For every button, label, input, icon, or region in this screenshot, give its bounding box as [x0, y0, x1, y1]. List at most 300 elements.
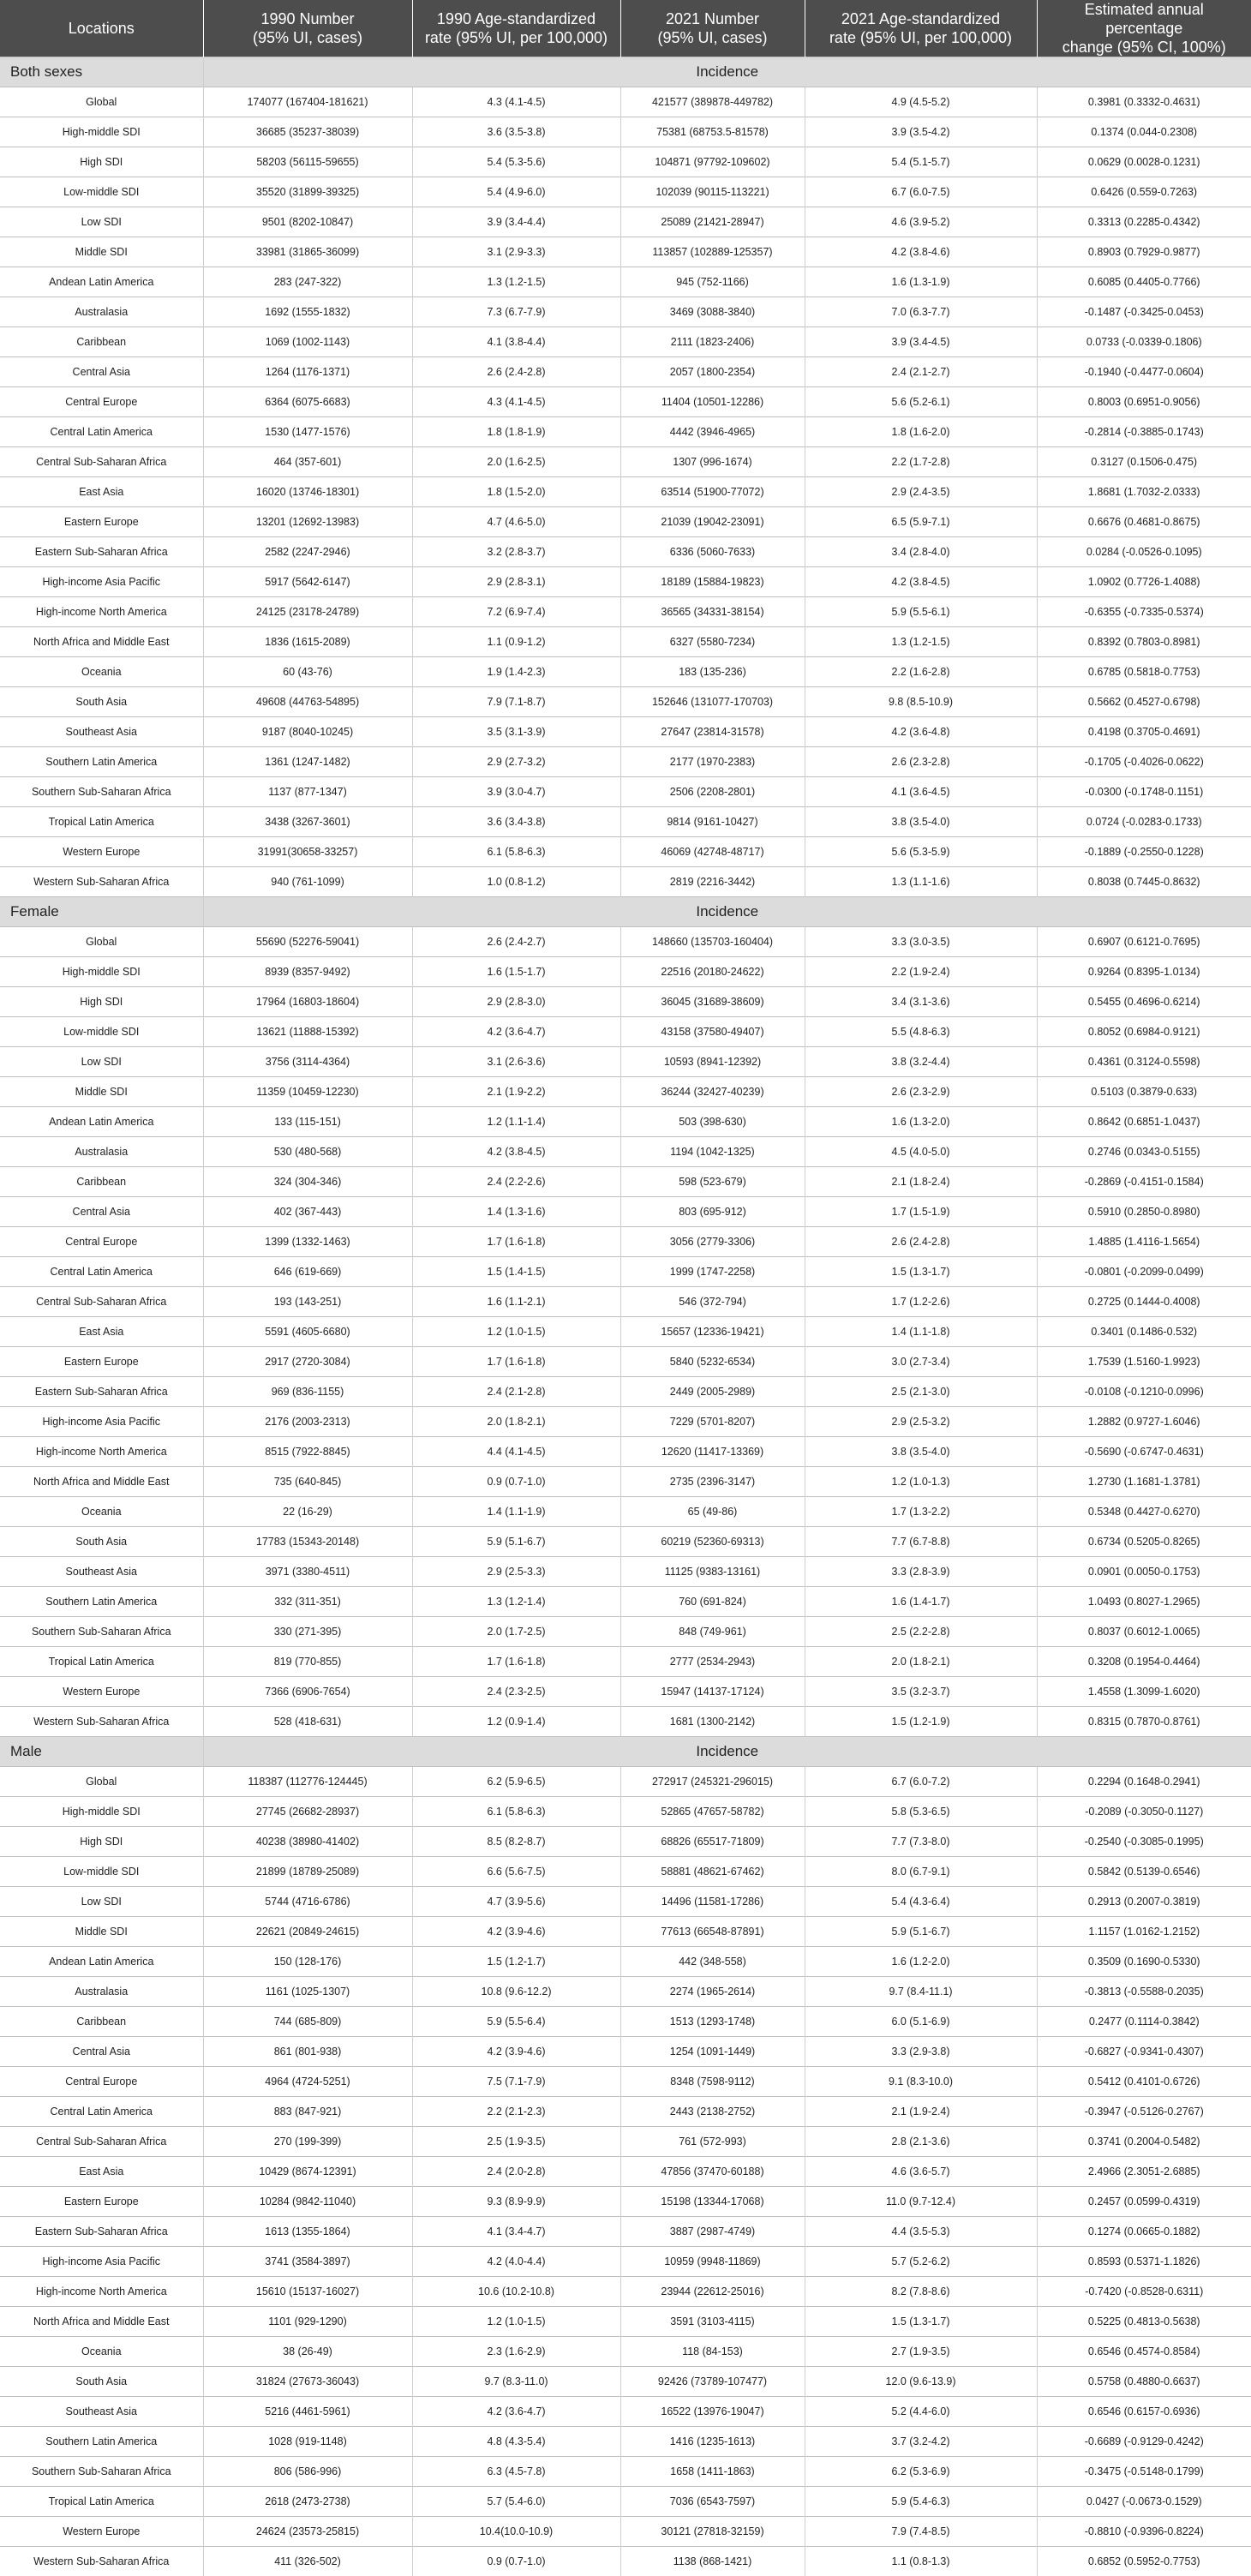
cell-1990-number: 2582 (2247-2946) [203, 537, 412, 567]
cell-1990-number: 174077 (167404-181621) [203, 87, 412, 117]
cell-location: East Asia [0, 2157, 203, 2187]
table-row [0, 1227, 1251, 1257]
cell-2021-asr: 1.7 (1.2-2.6) [805, 1287, 1037, 1317]
cell-1990-asr: 4.1 (3.4-4.7) [412, 2217, 620, 2247]
cell-1990-number: 55690 (52276-59041) [203, 927, 412, 957]
cell-1990-asr: 4.3 (4.1-4.5) [412, 87, 620, 117]
table-row [0, 2427, 1251, 2457]
group-label: Male [0, 1737, 203, 1767]
cell-2021-number: 47856 (37470-60188) [620, 2157, 805, 2187]
cell-eapc: 0.0427 (-0.0673-0.1529) [1037, 2487, 1251, 2517]
cell-2021-number: 46069 (42748-48717) [620, 837, 805, 867]
group-row [0, 897, 1251, 927]
cell-location: Global [0, 927, 203, 957]
cell-1990-number: 324 (304-346) [203, 1167, 412, 1197]
cell-2021-asr: 1.8 (1.6-2.0) [805, 417, 1037, 447]
cell-1990-number: 1530 (1477-1576) [203, 417, 412, 447]
header-2021-number: 2021 Number (95% UI, cases) [620, 0, 805, 57]
cell-2021-number: 14496 (11581-17286) [620, 1887, 805, 1917]
table-row [0, 327, 1251, 357]
cell-eapc: 0.6785 (0.5818-0.7753) [1037, 657, 1251, 687]
cell-location: Australasia [0, 1137, 203, 1167]
cell-location: Middle SDI [0, 237, 203, 267]
cell-2021-asr: 3.3 (2.8-3.9) [805, 1557, 1037, 1587]
cell-eapc: 0.2725 (0.1444-0.4008) [1037, 1287, 1251, 1317]
cell-2021-asr: 2.2 (1.7-2.8) [805, 447, 1037, 477]
cell-2021-number: 60219 (52360-69313) [620, 1527, 805, 1557]
cell-location: Oceania [0, 1497, 203, 1527]
table-row [0, 1317, 1251, 1347]
header-1990-asr: 1990 Age-standardized rate (95% UI, per 100,000) [412, 0, 620, 57]
cell-1990-asr: 6.6 (5.6-7.5) [412, 1857, 620, 1887]
cell-1990-number: 16020 (13746-18301) [203, 477, 412, 507]
cell-2021-asr: 5.5 (4.8-6.3) [805, 1017, 1037, 1047]
cell-location: East Asia [0, 477, 203, 507]
cell-2021-number: 36565 (34331-38154) [620, 597, 805, 627]
cell-1990-number: 21899 (18789-25089) [203, 1857, 412, 1887]
cell-1990-asr: 5.4 (5.3-5.6) [412, 147, 620, 177]
table-row [0, 957, 1251, 987]
cell-1990-number: 1161 (1025-1307) [203, 1977, 412, 2007]
cell-2021-asr: 6.2 (5.3-6.9) [805, 2457, 1037, 2487]
table-row [0, 2007, 1251, 2037]
cell-2021-asr: 4.4 (3.5-5.3) [805, 2217, 1037, 2247]
cell-1990-number: 464 (357-601) [203, 447, 412, 477]
table-row [0, 1467, 1251, 1497]
cell-1990-number: 8515 (7922-8845) [203, 1437, 412, 1467]
cell-1990-asr: 6.1 (5.8-6.3) [412, 1797, 620, 1827]
cell-location: Central Latin America [0, 417, 203, 447]
cell-eapc: 0.8642 (0.6851-1.0437) [1037, 1107, 1251, 1137]
cell-1990-number: 33981 (31865-36099) [203, 237, 412, 267]
cell-location: Low SDI [0, 1047, 203, 1077]
cell-2021-number: 11125 (9383-13161) [620, 1557, 805, 1587]
cell-1990-number: 2917 (2720-3084) [203, 1347, 412, 1377]
table-row [0, 117, 1251, 147]
cell-location: Andean Latin America [0, 267, 203, 297]
cell-1990-number: 528 (418-631) [203, 1707, 412, 1737]
cell-eapc: 0.1374 (0.044-0.2308) [1037, 117, 1251, 147]
cell-1990-number: 31991(30658-33257) [203, 837, 412, 867]
cell-2021-number: 152646 (131077-170703) [620, 687, 805, 717]
cell-location: Southern Sub-Saharan Africa [0, 777, 203, 807]
cell-location: South Asia [0, 687, 203, 717]
cell-eapc: 0.3981 (0.3332-0.4631) [1037, 87, 1251, 117]
table-row [0, 1257, 1251, 1287]
cell-location: Central Sub-Saharan Africa [0, 2127, 203, 2157]
cell-eapc: 2.4966 (2.3051-2.6885) [1037, 2157, 1251, 2187]
cell-eapc: 0.5842 (0.5139-0.6546) [1037, 1857, 1251, 1887]
cell-location: Western Sub-Saharan Africa [0, 1707, 203, 1737]
cell-2021-asr: 1.5 (1.3-1.7) [805, 1257, 1037, 1287]
cell-1990-number: 1264 (1176-1371) [203, 357, 412, 387]
group-row [0, 57, 1251, 87]
cell-1990-asr: 2.1 (1.9-2.2) [412, 1077, 620, 1107]
table-row [0, 237, 1251, 267]
cell-2021-number: 2506 (2208-2801) [620, 777, 805, 807]
cell-location: Oceania [0, 2337, 203, 2367]
cell-1990-asr: 2.6 (2.4-2.8) [412, 357, 620, 387]
cell-1990-asr: 1.2 (1.0-1.5) [412, 2307, 620, 2337]
cell-2021-asr: 7.0 (6.3-7.7) [805, 297, 1037, 327]
cell-1990-asr: 0.9 (0.7-1.0) [412, 1467, 620, 1497]
cell-1990-asr: 1.0 (0.8-1.2) [412, 867, 620, 897]
cell-1990-asr: 3.5 (3.1-3.9) [412, 717, 620, 747]
cell-1990-asr: 1.8 (1.8-1.9) [412, 417, 620, 447]
cell-2021-number: 1194 (1042-1325) [620, 1137, 805, 1167]
table-row [0, 2037, 1251, 2067]
cell-1990-number: 1028 (919-1148) [203, 2427, 412, 2457]
cell-eapc: 0.8315 (0.7870-0.8761) [1037, 1707, 1251, 1737]
cell-location: High-middle SDI [0, 957, 203, 987]
cell-eapc: 0.1274 (0.0665-0.1882) [1037, 2217, 1251, 2247]
cell-location: High-income Asia Pacific [0, 2247, 203, 2277]
cell-1990-asr: 5.7 (5.4-6.0) [412, 2487, 620, 2517]
cell-eapc: 0.5103 (0.3879-0.633) [1037, 1077, 1251, 1107]
cell-1990-asr: 2.6 (2.4-2.7) [412, 927, 620, 957]
cell-2021-number: 598 (523-679) [620, 1167, 805, 1197]
cell-1990-asr: 7.2 (6.9-7.4) [412, 597, 620, 627]
cell-2021-number: 2057 (1800-2354) [620, 357, 805, 387]
cell-location: North Africa and Middle East [0, 2307, 203, 2337]
cell-2021-number: 1416 (1235-1613) [620, 2427, 805, 2457]
cell-location: South Asia [0, 1527, 203, 1557]
cell-2021-number: 52865 (47657-58782) [620, 1797, 805, 1827]
cell-1990-number: 40238 (38980-41402) [203, 1827, 412, 1857]
cell-eapc: 0.4198 (0.3705-0.4691) [1037, 717, 1251, 747]
table-row [0, 1017, 1251, 1047]
cell-2021-number: 1254 (1091-1449) [620, 2037, 805, 2067]
cell-2021-number: 2449 (2005-2989) [620, 1377, 805, 1407]
cell-1990-asr: 4.4 (4.1-4.5) [412, 1437, 620, 1467]
cell-eapc: 0.2913 (0.2007-0.3819) [1037, 1887, 1251, 1917]
cell-1990-number: 861 (801-938) [203, 2037, 412, 2067]
table-row [0, 2127, 1251, 2157]
cell-location: Global [0, 87, 203, 117]
cell-eapc: 0.3127 (0.1506-0.475) [1037, 447, 1251, 477]
cell-1990-asr: 1.1 (0.9-1.2) [412, 627, 620, 657]
cell-location: Central Asia [0, 2037, 203, 2067]
table-row [0, 1977, 1251, 2007]
cell-eapc: -0.1889 (-0.2550-0.1228) [1037, 837, 1251, 867]
cell-2021-asr: 1.6 (1.3-2.0) [805, 1107, 1037, 1137]
cell-1990-asr: 4.8 (4.3-5.4) [412, 2427, 620, 2457]
cell-1990-number: 24624 (23573-25815) [203, 2517, 412, 2547]
table-row [0, 1377, 1251, 1407]
cell-eapc: 0.5910 (0.2850-0.8980) [1037, 1197, 1251, 1227]
table-row [0, 1647, 1251, 1677]
cell-location: Central Europe [0, 387, 203, 417]
cell-2021-asr: 2.9 (2.5-3.2) [805, 1407, 1037, 1437]
table-row [0, 357, 1251, 387]
cell-2021-asr: 5.9 (5.1-6.7) [805, 1917, 1037, 1947]
cell-2021-asr: 5.4 (4.3-6.4) [805, 1887, 1037, 1917]
cell-1990-asr: 4.2 (3.9-4.6) [412, 2037, 620, 2067]
cell-eapc: -0.3947 (-0.5126-0.2767) [1037, 2097, 1251, 2127]
cell-1990-number: 8939 (8357-9492) [203, 957, 412, 987]
cell-location: North Africa and Middle East [0, 627, 203, 657]
cell-location: Central Latin America [0, 2097, 203, 2127]
cell-eapc: 1.4558 (1.3099-1.6020) [1037, 1677, 1251, 1707]
cell-2021-number: 1681 (1300-2142) [620, 1707, 805, 1737]
cell-2021-number: 18189 (15884-19823) [620, 567, 805, 597]
table-row [0, 267, 1251, 297]
cell-1990-asr: 3.6 (3.5-3.8) [412, 117, 620, 147]
cell-2021-asr: 5.2 (4.4-6.0) [805, 2397, 1037, 2427]
table-row [0, 657, 1251, 687]
cell-2021-asr: 1.6 (1.2-2.0) [805, 1947, 1037, 1977]
cell-1990-number: 22621 (20849-24615) [203, 1917, 412, 1947]
cell-2021-asr: 3.8 (3.5-4.0) [805, 807, 1037, 837]
cell-2021-number: 2735 (2396-3147) [620, 1467, 805, 1497]
table-row [0, 777, 1251, 807]
cell-1990-number: 5744 (4716-6786) [203, 1887, 412, 1917]
table-row [0, 537, 1251, 567]
cell-2021-number: 442 (348-558) [620, 1947, 805, 1977]
cell-2021-number: 848 (749-961) [620, 1617, 805, 1647]
cell-eapc: 0.9264 (0.8395-1.0134) [1037, 957, 1251, 987]
cell-location: South Asia [0, 2367, 203, 2397]
table-row [0, 1437, 1251, 1467]
cell-2021-asr: 9.1 (8.3-10.0) [805, 2067, 1037, 2097]
cell-eapc: 1.4885 (1.4116-1.5654) [1037, 1227, 1251, 1257]
table-row [0, 687, 1251, 717]
cell-2021-asr: 1.4 (1.1-1.8) [805, 1317, 1037, 1347]
cell-location: Low-middle SDI [0, 177, 203, 207]
cell-2021-number: 15657 (12336-19421) [620, 1317, 805, 1347]
cell-1990-number: 411 (326-502) [203, 2547, 412, 2576]
cell-location: Southern Latin America [0, 2427, 203, 2457]
cell-eapc: 0.8003 (0.6951-0.9056) [1037, 387, 1251, 417]
table-row [0, 747, 1251, 777]
cell-eapc: 0.0629 (0.0028-0.1231) [1037, 147, 1251, 177]
cell-2021-asr: 3.4 (3.1-3.6) [805, 987, 1037, 1017]
cell-1990-number: 283 (247-322) [203, 267, 412, 297]
cell-eapc: 0.2477 (0.1114-0.3842) [1037, 2007, 1251, 2037]
cell-1990-number: 11359 (10459-12230) [203, 1077, 412, 1107]
cell-location: Andean Latin America [0, 1107, 203, 1137]
cell-2021-asr: 4.5 (4.0-5.0) [805, 1137, 1037, 1167]
cell-1990-number: 1101 (929-1290) [203, 2307, 412, 2337]
cell-1990-asr: 2.9 (2.8-3.1) [412, 567, 620, 597]
cell-eapc: 0.5455 (0.4696-0.6214) [1037, 987, 1251, 1017]
cell-1990-asr: 2.4 (2.0-2.8) [412, 2157, 620, 2187]
table-row [0, 1857, 1251, 1887]
cell-2021-number: 92426 (73789-107477) [620, 2367, 805, 2397]
cell-2021-number: 4442 (3946-4965) [620, 417, 805, 447]
table-row [0, 2547, 1251, 2576]
cell-2021-asr: 2.9 (2.4-3.5) [805, 477, 1037, 507]
cell-1990-asr: 4.2 (3.6-4.7) [412, 1017, 620, 1047]
cell-1990-number: 3971 (3380-4511) [203, 1557, 412, 1587]
cell-2021-asr: 4.9 (4.5-5.2) [805, 87, 1037, 117]
cell-eapc: 0.3741 (0.2004-0.5482) [1037, 2127, 1251, 2157]
cell-1990-asr: 2.4 (2.2-2.6) [412, 1167, 620, 1197]
cell-2021-number: 16522 (13976-19047) [620, 2397, 805, 2427]
cell-1990-number: 13201 (12692-13983) [203, 507, 412, 537]
cell-2021-asr: 5.9 (5.5-6.1) [805, 597, 1037, 627]
cell-eapc: -0.1940 (-0.4477-0.0604) [1037, 357, 1251, 387]
cell-2021-number: 27647 (23814-31578) [620, 717, 805, 747]
table-body [0, 57, 1251, 2576]
cell-2021-number: 113857 (102889-125357) [620, 237, 805, 267]
cell-1990-number: 940 (761-1099) [203, 867, 412, 897]
cell-1990-number: 7366 (6906-7654) [203, 1677, 412, 1707]
cell-location: Australasia [0, 1977, 203, 2007]
cell-2021-number: 30121 (27818-32159) [620, 2517, 805, 2547]
cell-eapc: 0.0901 (0.0050-0.1753) [1037, 1557, 1251, 1587]
cell-location: Tropical Latin America [0, 2487, 203, 2517]
cell-location: Southern Sub-Saharan Africa [0, 2457, 203, 2487]
cell-2021-asr: 1.3 (1.1-1.6) [805, 867, 1037, 897]
cell-2021-asr: 8.0 (6.7-9.1) [805, 1857, 1037, 1887]
table-row [0, 1557, 1251, 1587]
cell-2021-number: 102039 (90115-113221) [620, 177, 805, 207]
cell-eapc: -0.1705 (-0.4026-0.0622) [1037, 747, 1251, 777]
cell-eapc: 0.8392 (0.7803-0.8981) [1037, 627, 1251, 657]
cell-eapc: 1.8681 (1.7032-2.0333) [1037, 477, 1251, 507]
cell-1990-number: 5216 (4461-5961) [203, 2397, 412, 2427]
cell-2021-number: 148660 (135703-160404) [620, 927, 805, 957]
cell-1990-asr: 3.1 (2.9-3.3) [412, 237, 620, 267]
cell-location: Central Asia [0, 1197, 203, 1227]
cell-2021-number: 1513 (1293-1748) [620, 2007, 805, 2037]
group-measure: Incidence [203, 57, 1251, 87]
cell-eapc: -0.0300 (-0.1748-0.1151) [1037, 777, 1251, 807]
cell-eapc: 0.8903 (0.7929-0.9877) [1037, 237, 1251, 267]
cell-2021-asr: 5.9 (5.4-6.3) [805, 2487, 1037, 2517]
cell-1990-number: 646 (619-669) [203, 1257, 412, 1287]
cell-1990-asr: 2.5 (1.9-3.5) [412, 2127, 620, 2157]
cell-1990-number: 330 (271-395) [203, 1617, 412, 1647]
cell-1990-number: 2618 (2473-2738) [203, 2487, 412, 2517]
table-row [0, 837, 1251, 867]
cell-eapc: 0.6546 (0.6157-0.6936) [1037, 2397, 1251, 2427]
cell-1990-asr: 1.5 (1.2-1.7) [412, 1947, 620, 1977]
cell-eapc: 0.0284 (-0.0526-0.1095) [1037, 537, 1251, 567]
cell-location: Western Sub-Saharan Africa [0, 867, 203, 897]
cell-1990-asr: 3.9 (3.4-4.4) [412, 207, 620, 237]
cell-2021-asr: 2.6 (2.4-2.8) [805, 1227, 1037, 1257]
table-row [0, 2277, 1251, 2307]
cell-1990-number: 17964 (16803-18604) [203, 987, 412, 1017]
cell-eapc: -0.0108 (-0.1210-0.0996) [1037, 1377, 1251, 1407]
cell-location: Eastern Sub-Saharan Africa [0, 537, 203, 567]
cell-2021-asr: 3.8 (3.2-4.4) [805, 1047, 1037, 1077]
table-row [0, 2247, 1251, 2277]
header-locations: Locations [0, 0, 203, 57]
header-2021-asr: 2021 Age-standardized rate (95% UI, per 100,000) [805, 0, 1037, 57]
cell-2021-asr: 2.1 (1.9-2.4) [805, 2097, 1037, 2127]
cell-2021-number: 36045 (31689-38609) [620, 987, 805, 1017]
cell-eapc: 0.6676 (0.4681-0.8675) [1037, 507, 1251, 537]
cell-2021-number: 2443 (2138-2752) [620, 2097, 805, 2127]
cell-location: Western Europe [0, 1677, 203, 1707]
cell-location: North Africa and Middle East [0, 1467, 203, 1497]
cell-2021-asr: 2.7 (1.9-3.5) [805, 2337, 1037, 2367]
cell-1990-number: 806 (586-996) [203, 2457, 412, 2487]
cell-location: High-income North America [0, 1437, 203, 1467]
cell-1990-number: 402 (367-443) [203, 1197, 412, 1227]
cell-eapc: -0.7420 (-0.8528-0.6311) [1037, 2277, 1251, 2307]
cell-eapc: 0.2746 (0.0343-0.5155) [1037, 1137, 1251, 1167]
cell-1990-number: 5591 (4605-6680) [203, 1317, 412, 1347]
cell-1990-number: 13621 (11888-15392) [203, 1017, 412, 1047]
table-row [0, 177, 1251, 207]
cell-eapc: -0.3813 (-0.5588-0.2035) [1037, 1977, 1251, 2007]
cell-2021-number: 2274 (1965-2614) [620, 1977, 805, 2007]
cell-location: Western Europe [0, 2517, 203, 2547]
cell-2021-number: 3591 (3103-4115) [620, 2307, 805, 2337]
cell-location: Low SDI [0, 1887, 203, 1917]
cell-2021-asr: 2.4 (2.1-2.7) [805, 357, 1037, 387]
cell-2021-number: 22516 (20180-24622) [620, 957, 805, 987]
cell-1990-asr: 1.8 (1.5-2.0) [412, 477, 620, 507]
table-row [0, 147, 1251, 177]
table-row [0, 2097, 1251, 2127]
cell-1990-asr: 2.9 (2.7-3.2) [412, 747, 620, 777]
cell-2021-number: 2111 (1823-2406) [620, 327, 805, 357]
cell-location: Western Europe [0, 837, 203, 867]
cell-2021-number: 65 (49-86) [620, 1497, 805, 1527]
cell-1990-asr: 4.2 (4.0-4.4) [412, 2247, 620, 2277]
cell-2021-asr: 1.2 (1.0-1.3) [805, 1467, 1037, 1497]
cell-2021-number: 10593 (8941-12392) [620, 1047, 805, 1077]
cell-1990-number: 6364 (6075-6683) [203, 387, 412, 417]
cell-2021-number: 3469 (3088-3840) [620, 297, 805, 327]
table-row [0, 2067, 1251, 2097]
cell-1990-asr: 3.1 (2.6-3.6) [412, 1047, 620, 1077]
cell-2021-number: 43158 (37580-49407) [620, 1017, 805, 1047]
cell-2021-asr: 1.6 (1.3-1.9) [805, 267, 1037, 297]
cell-1990-asr: 1.6 (1.1-2.1) [412, 1287, 620, 1317]
cell-eapc: 0.8038 (0.7445-0.8632) [1037, 867, 1251, 897]
table-row [0, 627, 1251, 657]
cell-1990-number: 27745 (26682-28937) [203, 1797, 412, 1827]
cell-location: Low SDI [0, 207, 203, 237]
cell-2021-number: 1307 (996-1674) [620, 447, 805, 477]
group-label: Both sexes [0, 57, 203, 87]
cell-eapc: 0.6546 (0.4574-0.8584) [1037, 2337, 1251, 2367]
cell-2021-asr: 9.8 (8.5-10.9) [805, 687, 1037, 717]
cell-location: High-income Asia Pacific [0, 567, 203, 597]
table-row [0, 1137, 1251, 1167]
cell-eapc: 1.0902 (0.7726-1.4088) [1037, 567, 1251, 597]
cell-location: Low-middle SDI [0, 1857, 203, 1887]
cell-1990-number: 1692 (1555-1832) [203, 297, 412, 327]
cell-location: Eastern Europe [0, 2187, 203, 2217]
table-row [0, 1917, 1251, 1947]
cell-eapc: -0.2869 (-0.4151-0.1584) [1037, 1167, 1251, 1197]
cell-2021-number: 421577 (389878-449782) [620, 87, 805, 117]
cell-1990-number: 150 (128-176) [203, 1947, 412, 1977]
cell-1990-asr: 1.5 (1.4-1.5) [412, 1257, 620, 1287]
table-row [0, 2187, 1251, 2217]
cell-location: Central Europe [0, 2067, 203, 2097]
cell-eapc: 0.2294 (0.1648-0.2941) [1037, 1767, 1251, 1797]
cell-2021-asr: 6.0 (5.1-6.9) [805, 2007, 1037, 2037]
cell-1990-asr: 4.7 (3.9-5.6) [412, 1887, 620, 1917]
cell-1990-asr: 2.0 (1.6-2.5) [412, 447, 620, 477]
cell-2021-number: 68826 (65517-71809) [620, 1827, 805, 1857]
cell-eapc: 0.5412 (0.4101-0.6726) [1037, 2067, 1251, 2097]
cell-eapc: 0.5225 (0.4813-0.5638) [1037, 2307, 1251, 2337]
cell-location: Central Asia [0, 357, 203, 387]
cell-location: Middle SDI [0, 1917, 203, 1947]
cell-location: High SDI [0, 987, 203, 1017]
cell-2021-asr: 1.1 (0.8-1.3) [805, 2547, 1037, 2576]
table-row [0, 1527, 1251, 1557]
